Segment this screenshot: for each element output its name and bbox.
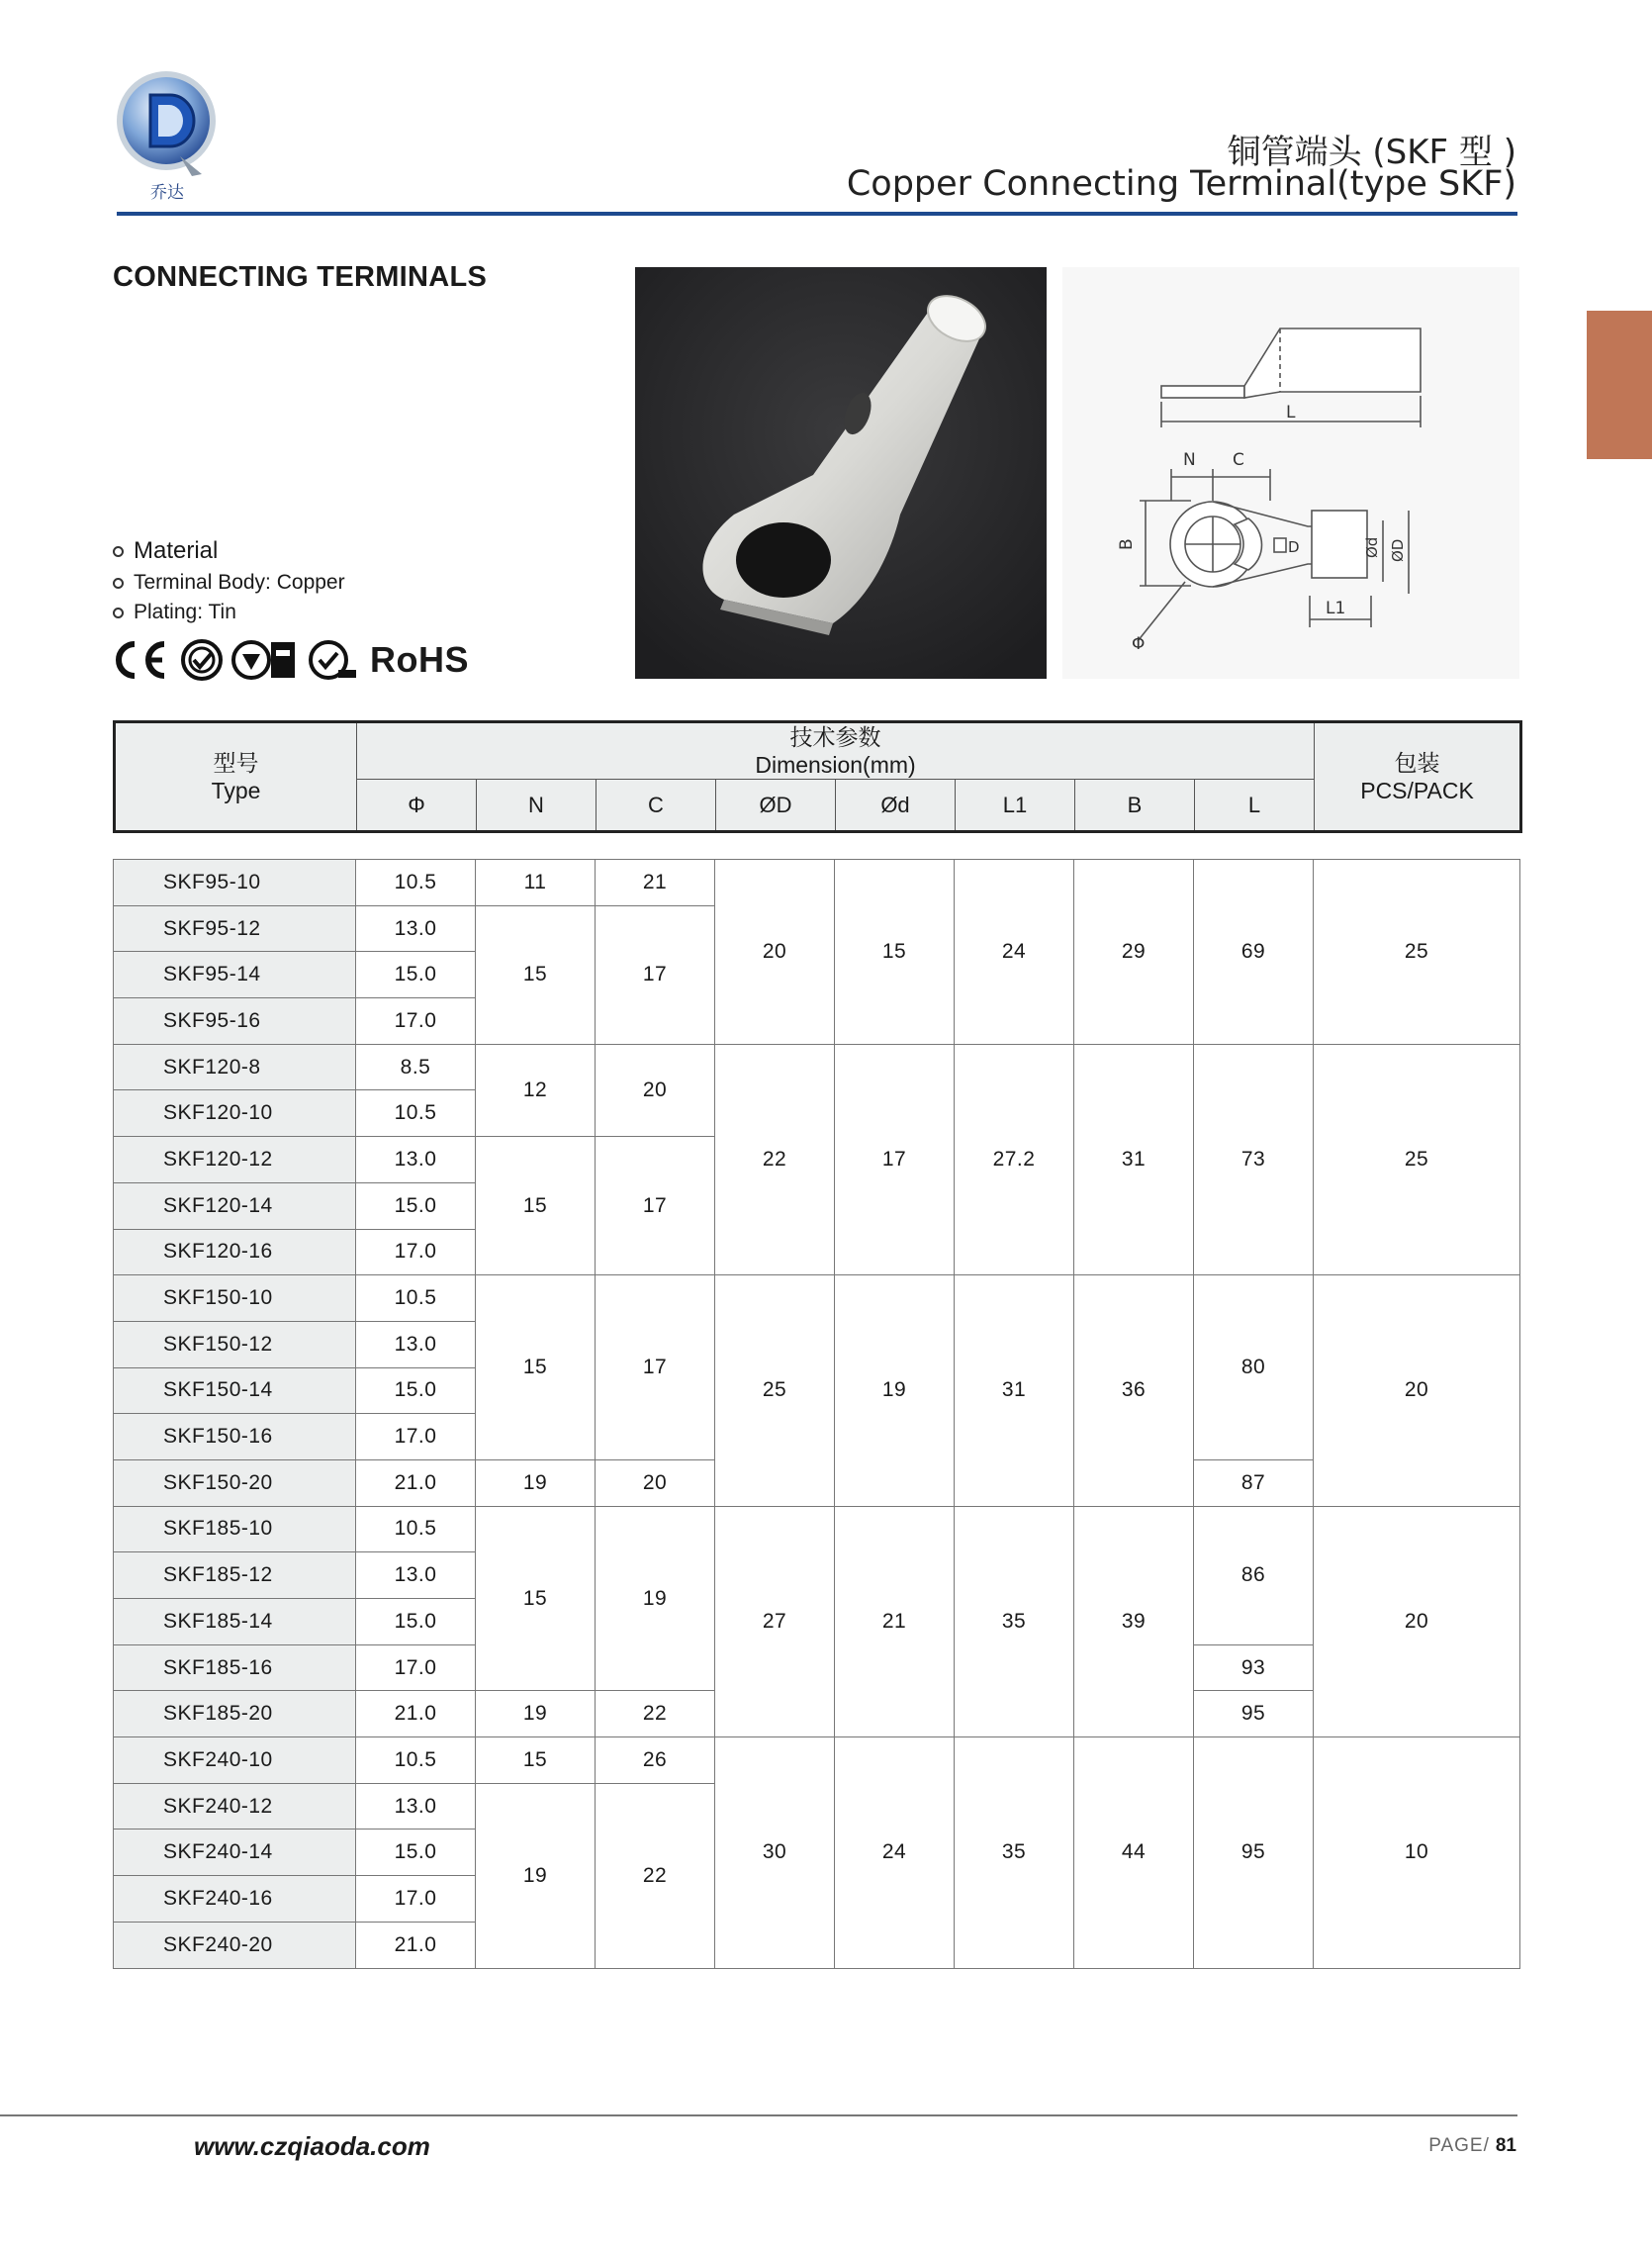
page-number <box>1428 2135 1516 2157</box>
cell-b: 36 <box>1074 1275 1194 1506</box>
product-photo <box>635 267 1047 679</box>
cell-type: SKF185-20 <box>114 1691 356 1737</box>
bullet-icon <box>113 546 124 557</box>
cell-l1: 27.2 <box>955 1044 1074 1274</box>
cell-type: SKF150-14 <box>114 1367 356 1414</box>
diagram-label-N: N <box>1183 450 1196 470</box>
page-label: PAGE/ <box>1428 2135 1490 2156</box>
cell-type: SKF95-12 <box>114 905 356 952</box>
header-dimension: 技术参数 Dimension(mm) <box>357 722 1315 780</box>
cell-c: 19 <box>596 1506 715 1691</box>
cell-type: SKF240-20 <box>114 1922 356 1968</box>
column-header: Ød <box>836 780 956 832</box>
ce-mark-icon <box>111 638 168 682</box>
page-title-chinese: 铜管端头 (SKF 型 ) <box>1227 133 1516 172</box>
column-header: B <box>1075 780 1195 832</box>
cell-phi: 15.0 <box>356 952 476 998</box>
cell-type: SKF120-10 <box>114 1090 356 1137</box>
cell-type: SKF95-16 <box>114 998 356 1045</box>
cell-c: 17 <box>596 1275 715 1460</box>
cell-type: SKF150-12 <box>114 1321 356 1367</box>
footer-divider <box>0 2114 1517 2116</box>
cell-c: 20 <box>596 1044 715 1136</box>
table-row <box>114 1044 1520 1090</box>
cell-pack: 20 <box>1314 1275 1520 1506</box>
cell-phi: 10.5 <box>356 1506 476 1552</box>
cell-c: 17 <box>596 1137 715 1275</box>
sgs-cert-icon <box>309 638 356 682</box>
cell-phi: 17.0 <box>356 1644 476 1691</box>
dimension-diagram <box>1062 267 1519 679</box>
diagram-label-L1: L1 <box>1326 599 1346 618</box>
page-number-value: 81 <box>1495 2135 1516 2156</box>
cell-phi: 10.5 <box>356 1090 476 1137</box>
section-title: CONNECTING TERMINALS <box>113 261 488 293</box>
cell-phi: 15.0 <box>356 1367 476 1414</box>
cell-od-small: 17 <box>835 1044 955 1274</box>
cell-c: 26 <box>596 1737 715 1784</box>
cell-n: 19 <box>476 1691 596 1737</box>
diagram-label-C: C <box>1233 450 1244 470</box>
cell-type: SKF150-10 <box>114 1275 356 1322</box>
cell-c: 20 <box>596 1459 715 1506</box>
cell-od-small: 15 <box>835 860 955 1045</box>
bullet-icon <box>113 608 124 618</box>
certification-marks <box>111 635 469 685</box>
cell-n: 12 <box>476 1044 596 1136</box>
cell-l: 87 <box>1194 1459 1314 1506</box>
cell-type: SKF120-14 <box>114 1182 356 1229</box>
cell-od-small: 21 <box>835 1506 955 1736</box>
rohs-mark: RoHS <box>370 639 469 680</box>
cell-phi: 8.5 <box>356 1044 476 1090</box>
cell-phi: 10.5 <box>356 860 476 906</box>
header-divider <box>117 212 1517 216</box>
cell-od-big: 25 <box>715 1275 835 1506</box>
cell-od-big: 22 <box>715 1044 835 1274</box>
cell-type: SKF240-16 <box>114 1876 356 1923</box>
cell-b: 39 <box>1074 1506 1194 1736</box>
table-row <box>114 1737 1520 1784</box>
cell-l: 95 <box>1194 1737 1314 1968</box>
cell-phi: 13.0 <box>356 1137 476 1183</box>
cell-phi: 15.0 <box>356 1182 476 1229</box>
cell-n: 11 <box>476 860 596 906</box>
cell-n: 19 <box>476 1783 596 1968</box>
cell-n: 15 <box>476 1737 596 1784</box>
cell-pack: 20 <box>1314 1506 1520 1736</box>
cell-l: 69 <box>1194 860 1314 1045</box>
cell-phi: 21.0 <box>356 1459 476 1506</box>
cell-od-big: 30 <box>715 1737 835 1968</box>
cell-od-big: 20 <box>715 860 835 1045</box>
page-title-english: Copper Connecting Terminal(type SKF) <box>846 164 1516 204</box>
cell-c: 21 <box>596 860 715 906</box>
cell-type: SKF185-16 <box>114 1644 356 1691</box>
column-header: N <box>477 780 597 832</box>
diagram-label-L: L <box>1286 403 1296 422</box>
cell-pack: 10 <box>1314 1737 1520 1968</box>
cell-l: 86 <box>1194 1506 1314 1644</box>
cell-od-big: 27 <box>715 1506 835 1736</box>
cell-n: 15 <box>476 905 596 1044</box>
header-pack: 包装 PCS/PACK <box>1315 722 1521 832</box>
header-type: 型号 Type <box>115 722 357 832</box>
cell-n: 19 <box>476 1459 596 1506</box>
diagram-label-B: B <box>1117 538 1137 550</box>
cell-l1: 31 <box>955 1275 1074 1506</box>
column-header: ØD <box>716 780 836 832</box>
cell-type: SKF95-10 <box>114 860 356 906</box>
cell-type: SKF240-14 <box>114 1830 356 1876</box>
cell-phi: 17.0 <box>356 998 476 1045</box>
table-row <box>114 1506 1520 1552</box>
cell-type: SKF240-10 <box>114 1737 356 1784</box>
cell-phi: 13.0 <box>356 1783 476 1830</box>
cell-pack: 25 <box>1314 860 1520 1045</box>
logo-text: 乔达 <box>150 183 184 203</box>
website-link[interactable]: www.czqiaoda.com <box>194 2131 430 2161</box>
cell-c: 17 <box>596 905 715 1044</box>
material-item: Plating: Tin <box>113 598 345 627</box>
column-header: L <box>1195 780 1315 832</box>
quality-cert-icon <box>231 638 297 682</box>
cell-n: 15 <box>476 1275 596 1460</box>
table-row <box>114 860 1520 906</box>
diagram-label-od-big: ØD <box>1389 538 1407 562</box>
cell-od-small: 19 <box>835 1275 955 1506</box>
cell-type: SKF240-12 <box>114 1783 356 1830</box>
cell-phi: 10.5 <box>356 1275 476 1322</box>
cell-type: SKF150-20 <box>114 1459 356 1506</box>
cell-phi: 10.5 <box>356 1737 476 1784</box>
cell-phi: 21.0 <box>356 1922 476 1968</box>
cell-l: 80 <box>1194 1275 1314 1460</box>
cell-phi: 15.0 <box>356 1599 476 1645</box>
cell-l: 73 <box>1194 1044 1314 1274</box>
cell-c: 22 <box>596 1691 715 1737</box>
cell-b: 44 <box>1074 1737 1194 1968</box>
cell-type: SKF120-16 <box>114 1229 356 1275</box>
bullet-icon <box>113 578 124 589</box>
cell-od-small: 24 <box>835 1737 955 1968</box>
diagram-label-phi: Φ <box>1132 634 1146 654</box>
material-list <box>113 534 345 627</box>
spec-table-header <box>113 720 1522 833</box>
diagram-label-od-small: Ød <box>1363 536 1381 558</box>
check-cert-icon <box>180 638 224 682</box>
cell-type: SKF185-10 <box>114 1506 356 1552</box>
cell-l1: 35 <box>955 1737 1074 1968</box>
cell-pack: 25 <box>1314 1044 1520 1274</box>
column-header: Φ <box>357 780 477 832</box>
cell-phi: 17.0 <box>356 1229 476 1275</box>
cell-c: 22 <box>596 1783 715 1968</box>
cell-phi: 13.0 <box>356 1321 476 1367</box>
cell-n: 15 <box>476 1506 596 1691</box>
cell-type: SKF95-14 <box>114 952 356 998</box>
section-side-tab <box>1587 311 1652 459</box>
diagram-label-D: D <box>1288 538 1300 556</box>
cell-type: SKF185-14 <box>114 1599 356 1645</box>
cell-l1: 24 <box>955 860 1074 1045</box>
cell-b: 29 <box>1074 860 1194 1045</box>
cell-phi: 13.0 <box>356 1552 476 1599</box>
cell-b: 31 <box>1074 1044 1194 1274</box>
material-heading: Material <box>113 534 345 568</box>
cell-l1: 35 <box>955 1506 1074 1736</box>
column-header: L1 <box>956 780 1075 832</box>
cell-n: 15 <box>476 1137 596 1275</box>
cell-type: SKF150-16 <box>114 1414 356 1460</box>
column-header: C <box>597 780 716 832</box>
table-row <box>114 1275 1520 1322</box>
cell-type: SKF120-8 <box>114 1044 356 1090</box>
cell-phi: 17.0 <box>356 1876 476 1923</box>
cell-phi: 13.0 <box>356 905 476 952</box>
cell-type: SKF120-12 <box>114 1137 356 1183</box>
cell-phi: 17.0 <box>356 1414 476 1460</box>
cell-phi: 21.0 <box>356 1691 476 1737</box>
material-item: Terminal Body: Copper <box>113 568 345 598</box>
cell-phi: 15.0 <box>356 1830 476 1876</box>
cell-l: 95 <box>1194 1691 1314 1737</box>
cell-l: 93 <box>1194 1644 1314 1691</box>
spec-table-body <box>113 859 1520 1969</box>
cell-type: SKF185-12 <box>114 1552 356 1599</box>
